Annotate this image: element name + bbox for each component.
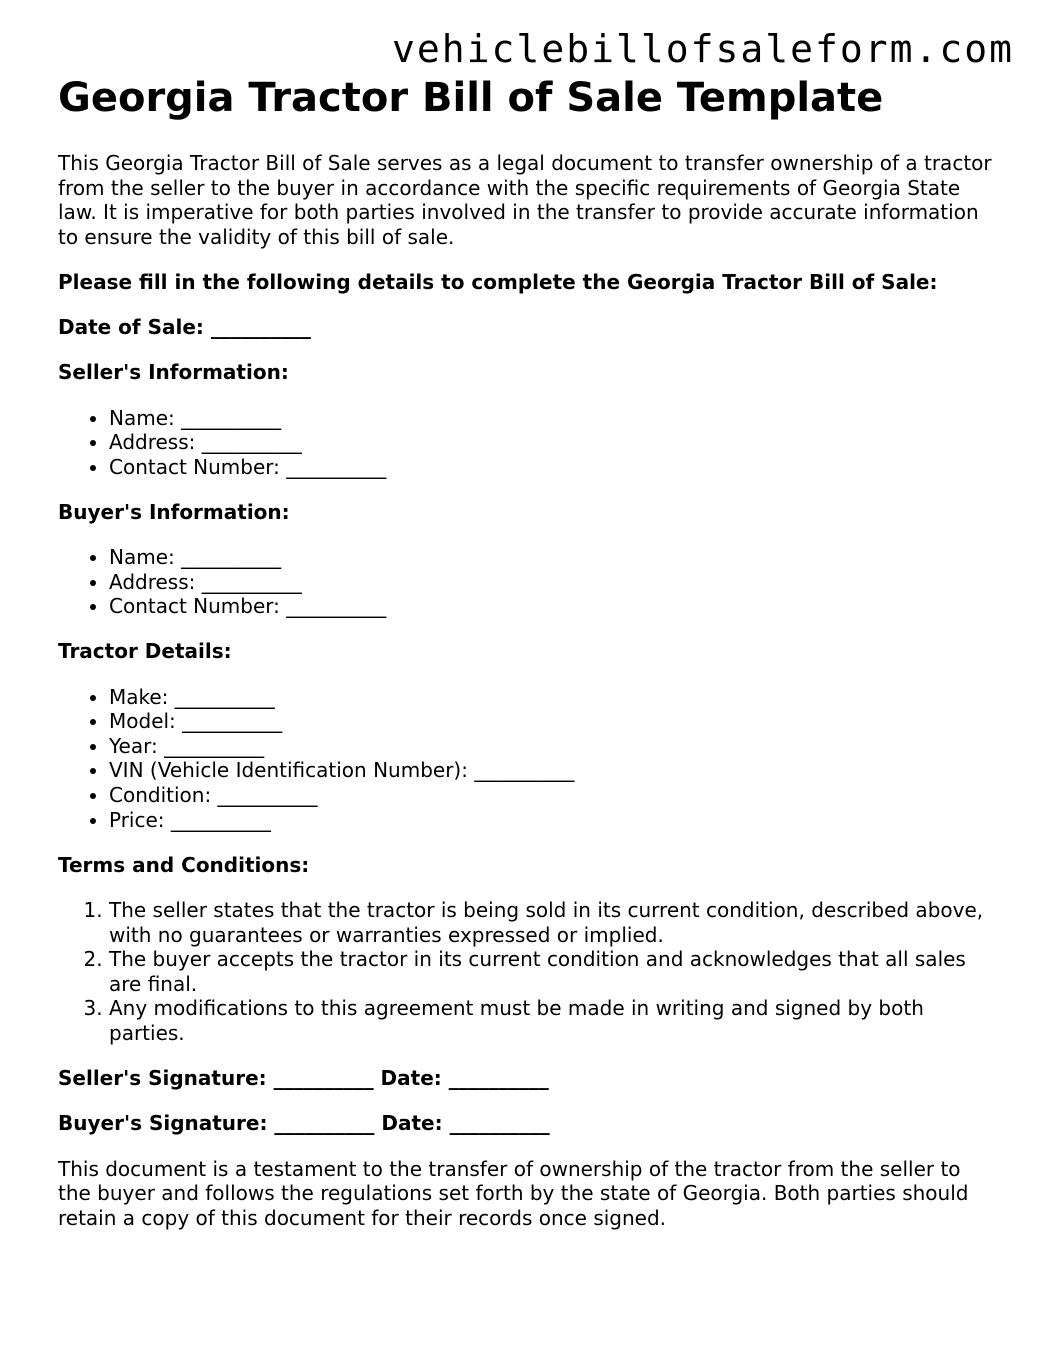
seller-info-heading: Seller's Information: bbox=[58, 360, 289, 385]
tractor-condition-field: • Condition: __________ bbox=[109, 783, 998, 808]
document-body bbox=[58, 151, 998, 1251]
tractor-make-field: • Make: __________ bbox=[109, 685, 998, 710]
terms-list bbox=[58, 898, 998, 1046]
tractor-year-field: • Year: __________ bbox=[109, 734, 998, 759]
intro-paragraph: This Georgia Tractor Bill of Sale serves as a legal document to transfer ownership of a tractor from the seller to the buyer in accordance with the specific requirements of Georgia State law. It is imperative for both parties involved in the transfer to provide accurate information to ensure the validity of this bill of sale. bbox=[58, 151, 992, 249]
terms-heading: Terms and Conditions: bbox=[58, 852, 310, 877]
tractor-price-field: • Price: __________ bbox=[109, 808, 998, 833]
terms-item: 2. The buyer accepts the tractor in its current condition and acknowledges that all sales are final. bbox=[109, 947, 998, 996]
seller-info-list bbox=[58, 406, 998, 480]
buyer-info-list bbox=[58, 545, 998, 619]
buyer-info-heading: Buyer's Information: bbox=[58, 499, 290, 524]
closing-paragraph: This document is a testament to the transfer of ownership of the tractor from the seller to the buyer and follows the regulations set forth by the state of Georgia. Both parties should retain a copy of this document for their records once signed. bbox=[58, 1156, 969, 1230]
seller-contact-field: • Contact Number: __________ bbox=[109, 455, 998, 480]
seller-address-field: • Address: __________ bbox=[109, 430, 998, 455]
buyer-contact-field: • Contact Number: __________ bbox=[109, 594, 998, 619]
watermark: vehiclebillofsaleform.com bbox=[392, 27, 1014, 71]
terms-item: 3. Any modifications to this agreement must be made in writing and signed by both parties. bbox=[109, 996, 998, 1045]
seller-name-field: • Name: __________ bbox=[109, 406, 998, 431]
tractor-vin-field: • VIN (Vehicle Identification Number): __________ bbox=[109, 758, 998, 783]
tractor-model-field: • Model: __________ bbox=[109, 709, 998, 734]
tractor-details-list bbox=[58, 685, 998, 833]
terms-item: 1. The seller states that the tractor is being sold in its current condition, described above, with no guarantees or warranties expressed or implied. bbox=[109, 898, 998, 947]
buyer-signature-line: Buyer's Signature: __________ Date: __________ bbox=[58, 1111, 550, 1136]
page-title: Georgia Tractor Bill of Sale Template bbox=[58, 75, 884, 121]
buyer-name-field: • Name: __________ bbox=[109, 545, 998, 570]
buyer-address-field: • Address: __________ bbox=[109, 570, 998, 595]
instruction-heading: Please fill in the following details to complete the Georgia Tractor Bill of Sale: bbox=[58, 269, 938, 294]
seller-signature-line: Seller's Signature: __________ Date: __________ bbox=[58, 1066, 549, 1091]
tractor-details-heading: Tractor Details: bbox=[58, 639, 232, 664]
date-of-sale-field: Date of Sale: __________ bbox=[58, 315, 311, 340]
